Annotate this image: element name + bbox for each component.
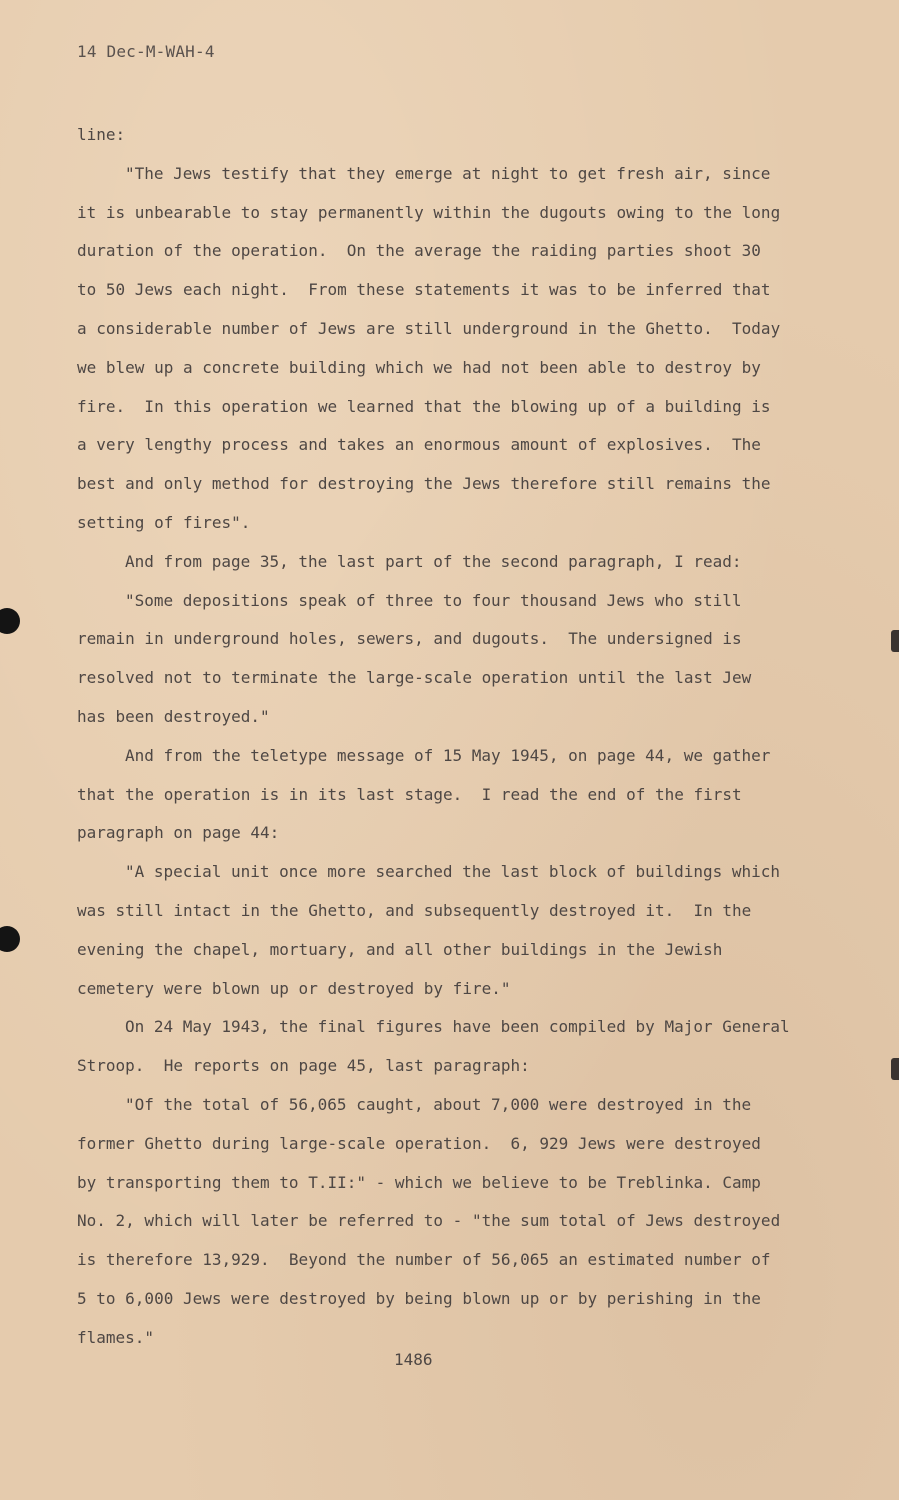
text-line: by transporting them to T.II:" - which we believe to be Treblinka. Camp	[77, 1172, 761, 1192]
text-line: And from the teletype message of 15 May 1945, on page 44, we gather	[125, 745, 771, 765]
text-line: we blew up a concrete building which we had not been able to destroy by	[77, 357, 761, 377]
text-line: fire. In this operation we learned that the blowing up of a building is	[77, 396, 771, 416]
text-line: "A special unit once more searched the last block of buildings which	[125, 862, 781, 882]
text-line: a considerable number of Jews are still underground in the Ghetto. Today	[77, 318, 781, 338]
transcript-body	[77, 116, 817, 1358]
text-line: And from page 35, the last part of the second paragraph, I read:	[125, 551, 742, 571]
text-line: "Of the total of 56,065 caught, about 7,000 were destroyed in the	[125, 1094, 752, 1114]
text-line: duration of the operation. On the average the raiding parties shoot 30	[77, 241, 761, 261]
text-line: cemetery were blown up or destroyed by fire."	[77, 978, 511, 998]
punch-hole-bottom	[0, 926, 20, 952]
text-line: resolved not to terminate the large-scale operation until the last Jew	[77, 668, 752, 688]
page-number: 1486	[394, 1350, 433, 1369]
text-line: former Ghetto during large-scale operation. 6, 929 Jews were destroyed	[77, 1133, 761, 1153]
text-line: to 50 Jews each night. From these statements it was to be inferred that	[77, 280, 771, 300]
text-line: best and only method for destroying the Jews therefore still remains the	[77, 474, 771, 494]
text-line: is therefore 13,929. Beyond the number of 56,065 an estimated number of	[77, 1250, 771, 1270]
text-line: a very lengthy process and takes an enormous amount of explosives. The	[77, 435, 761, 455]
text-line: it is unbearable to stay permanently within the dugouts owing to the long	[77, 202, 781, 222]
text-line: 5 to 6,000 Jews were destroyed by being blown up or by perishing in the	[77, 1288, 761, 1308]
punch-hole-top	[0, 608, 20, 634]
text-line: was still intact in the Ghetto, and subsequently destroyed it. In the	[77, 900, 752, 920]
text-line: remain in underground holes, sewers, and dugouts. The undersigned is	[77, 629, 742, 649]
edge-mark-bottom	[891, 1058, 899, 1080]
edge-mark-top	[891, 630, 899, 652]
text-line: "Some depositions speak of three to four thousand Jews who still	[125, 590, 742, 610]
text-line: Stroop. He reports on page 45, last paragraph:	[77, 1056, 530, 1076]
text-line: On 24 May 1943, the final figures have been compiled by Major General	[125, 1017, 790, 1037]
text-line: flames."	[77, 1327, 155, 1347]
text-line: line:	[77, 125, 126, 144]
text-line: setting of fires".	[77, 512, 251, 532]
document-header-code: 14 Dec-M-WAH-4	[77, 42, 215, 61]
text-line: evening the chapel, mortuary, and all other buildings in the Jewish	[77, 939, 723, 959]
text-line: has been destroyed."	[77, 706, 270, 726]
text-line: No. 2, which will later be referred to - "the sum total of Jews destroyed	[77, 1211, 781, 1231]
text-line: paragraph on page 44:	[77, 823, 280, 843]
text-line: that the operation is in its last stage. I read the end of the first	[77, 784, 742, 804]
text-line: "The Jews testify that they emerge at night to get fresh air, since	[125, 163, 771, 183]
